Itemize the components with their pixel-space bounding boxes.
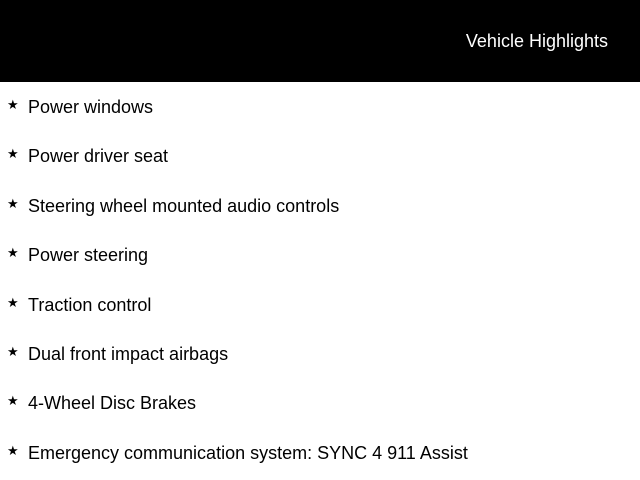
highlight-label: 4-Wheel Disc Brakes xyxy=(28,393,197,414)
list-item xyxy=(0,428,640,477)
star-icon: ★ xyxy=(7,97,19,112)
highlight-label: Power driver seat xyxy=(28,146,169,167)
list-item xyxy=(0,329,640,378)
list-item xyxy=(0,82,640,131)
highlight-label: Power windows xyxy=(28,97,154,117)
list-item xyxy=(0,181,640,230)
list-item xyxy=(0,280,640,329)
star-icon: ★ xyxy=(7,343,19,359)
highlights-list xyxy=(0,82,640,477)
header-bar xyxy=(0,0,640,82)
list-item xyxy=(0,378,640,427)
highlight-label: Emergency communication system: SYNC 4 911 Assist xyxy=(28,442,468,463)
star-icon: ★ xyxy=(7,393,19,409)
page-title: Vehicle Highlights xyxy=(465,31,608,51)
highlight-label: Steering wheel mounted audio controls xyxy=(28,195,340,216)
list-item xyxy=(0,131,640,180)
highlight-label: Power steering xyxy=(28,245,149,266)
highlight-label: Traction control xyxy=(28,294,152,315)
star-icon: ★ xyxy=(7,146,19,162)
star-icon: ★ xyxy=(7,195,19,211)
highlight-label: Dual front impact airbags xyxy=(28,343,229,364)
star-icon: ★ xyxy=(7,245,19,261)
star-icon: ★ xyxy=(7,294,19,310)
star-icon: ★ xyxy=(7,442,19,458)
list-item xyxy=(0,230,640,279)
